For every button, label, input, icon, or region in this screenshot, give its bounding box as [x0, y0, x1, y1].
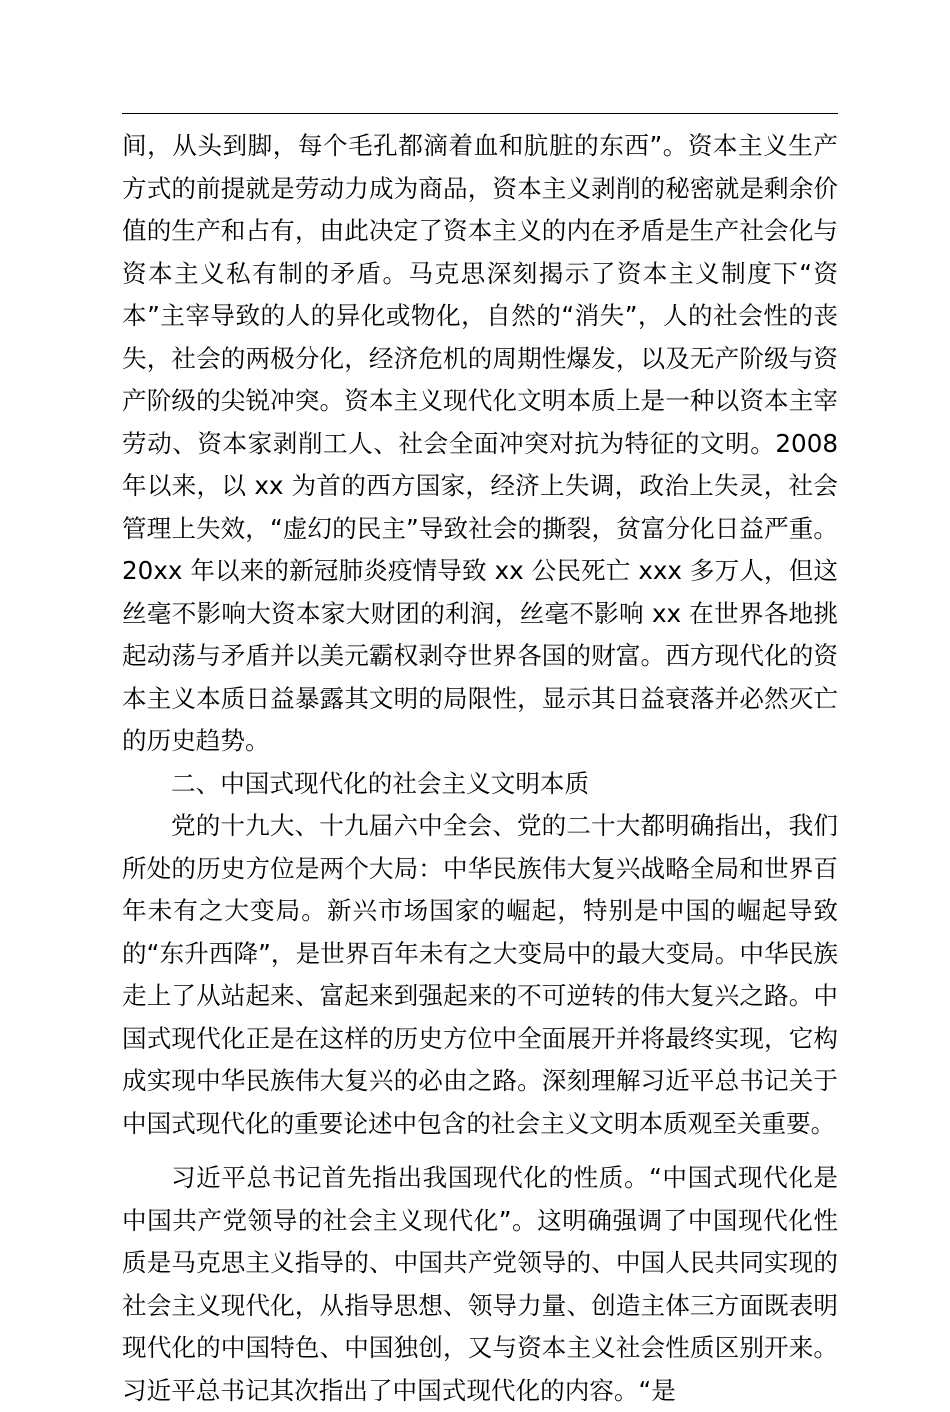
document-body — [122, 125, 838, 1412]
section-heading: 二、中国式现代化的社会主义文明本质 — [171, 768, 590, 798]
paragraph: 习近平总书记首先指出我国现代化的性质。“中国式现代化是中国共产党领导的社会主义现代化”。这明确强调了中国现代化性质是马克思主义指导的、中国共产党领导的、中国人民共同实现的社会主义现代化，从指导思想、领导力量、创造主体三方面既表明现代化的中国特色、中国独创，又与资本主义社会性质区别开来。习近平总书记其次指出了中国式现代化的内容。“是 — [122, 1163, 838, 1405]
paragraph-continuation: 间，从头到脚，每个毛孔都滴着血和肮脏的东西”。资本主义生产方式的前提就是劳动力成为商品，资本主义剥削的秘密就是剩余价值的生产和占有，由此决定了资本主义的内在矛盾是生产社会化与资本主义私有制的矛盾。马克思深刻揭示了资本主义制度下“资本”主宰导致的人的异化或物化，自然的“消失”，人的社会性的丧失，社会的两极分化，经济危机的周期性爆发，以及无产阶级与资产阶级的尖锐冲突。资本主义现代化文明本质上是一种以资本主宰劳动、资本家剥削工人、社会全面冲突对抗为特征的文明。2008 年以来，以 xx 为首的西方国家，经济上失调，政治上失灵，社会管理上失效，“虚幻的民主”导致社会的撕裂，贫富分化日益严重。20xx 年以来的新冠肺炎疫情导致 xx 公民死亡 xxx 多万人，但这丝毫不影响大资本家大财团的利润，丝毫不影响 xx 在世界各地挑起动荡与矛盾并以美元霸权剥夺世界各国的财富。西方现代化的资本主义本质日益暴露其文明的局限性，显示其日益衰落并必然灭亡的历史趋势。 — [122, 131, 838, 755]
paragraph: 党的十九大、十九届六中全会、党的二十大都明确指出，我们所处的历史方位是两个大局：中华民族伟大复兴战略全局和世界百年未有之大变局。新兴市场国家的崛起，特别是中国的崛起导致的“东升西降”，是世界百年未有之大变局中的最大变局。中华民族走上了从站起来、富起来到强起来的不可逆转的伟大复兴之路。中国式现代化正是在这样的历史方位中全面展开并将最终实现，它构成实现中华民族伟大复兴的必由之路。深刻理解习近平总书记关于中国式现代化的重要论述中包含的社会主义文明本质观至关重要。 — [122, 811, 838, 1138]
header-rule — [122, 113, 838, 114]
paragraph-spacer — [122, 1145, 838, 1157]
